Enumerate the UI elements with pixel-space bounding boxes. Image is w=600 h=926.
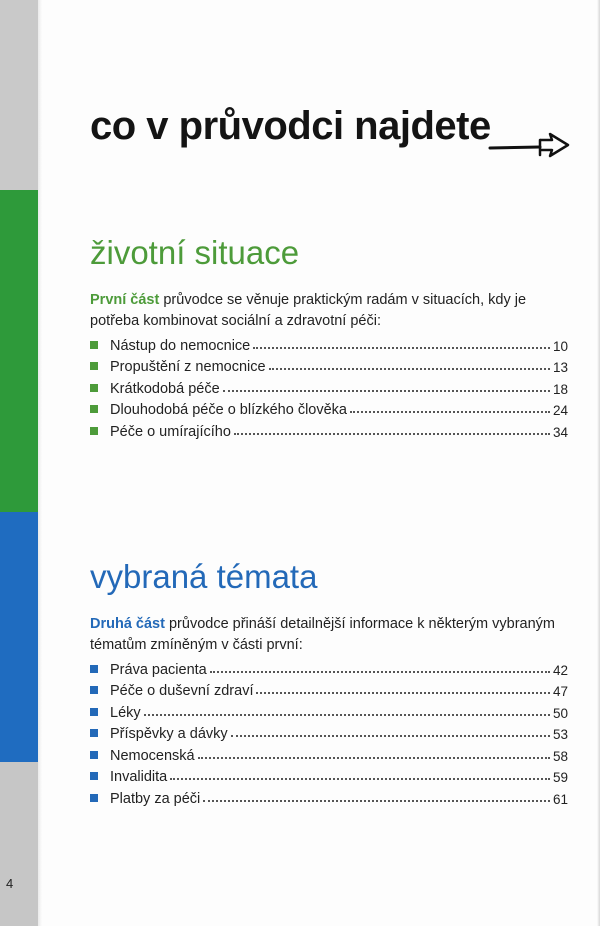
toc-item-page: 13 bbox=[552, 360, 568, 375]
toc-item-label: Léky bbox=[110, 704, 141, 721]
side-band-green bbox=[0, 190, 38, 512]
toc-item-label: Příspěvky a dávky bbox=[110, 726, 228, 742]
arrow-right-icon bbox=[488, 128, 570, 162]
dot-leader bbox=[269, 368, 550, 370]
square-bullet-icon bbox=[90, 686, 98, 694]
toc-item-label: Platby za péči bbox=[110, 790, 201, 807]
dot-leader bbox=[350, 411, 550, 413]
square-bullet-icon bbox=[90, 427, 98, 435]
toc-item-label: Dlouhodobá péče o blízkého člověka bbox=[110, 402, 347, 418]
page-number: 4 bbox=[6, 876, 14, 891]
section-heading-selected-topics: vybraná témata bbox=[90, 558, 318, 595]
toc-item[interactable] bbox=[90, 418, 568, 440]
toc-item-page: 61 bbox=[552, 791, 568, 807]
toc-item-page: 59 bbox=[552, 770, 568, 785]
section-intro-2 bbox=[90, 614, 560, 656]
toc-item-page: 24 bbox=[552, 403, 568, 418]
dot-leader bbox=[256, 692, 549, 694]
toc-item[interactable] bbox=[90, 678, 568, 700]
dot-leader bbox=[198, 757, 550, 759]
toc-item[interactable] bbox=[90, 785, 568, 807]
toc-item-page: 34 bbox=[552, 424, 568, 440]
toc-item[interactable] bbox=[90, 332, 568, 354]
toc-item[interactable] bbox=[90, 742, 568, 764]
toc-item-page: 58 bbox=[552, 748, 568, 764]
toc-item-label: Propuštění z nemocnice bbox=[110, 359, 266, 375]
toc-item-label: Nástup do nemocnice bbox=[110, 337, 251, 354]
toc-item-page: 42 bbox=[552, 662, 568, 678]
square-bullet-icon bbox=[90, 362, 98, 370]
square-bullet-icon bbox=[90, 751, 98, 759]
section-intro-1 bbox=[90, 290, 560, 332]
toc-item-page: 10 bbox=[552, 338, 568, 354]
band-shadow bbox=[38, 0, 42, 926]
dot-leader bbox=[231, 735, 550, 737]
toc-item-label: Nemocenská bbox=[110, 747, 195, 764]
side-band-blue bbox=[0, 512, 38, 762]
section-heading-life-situations: životní situace bbox=[90, 234, 300, 271]
square-bullet-icon bbox=[90, 794, 98, 802]
toc-item[interactable] bbox=[90, 656, 568, 678]
toc-item-label: Péče o umírajícího bbox=[110, 423, 231, 440]
square-bullet-icon bbox=[90, 665, 98, 673]
dot-leader bbox=[144, 714, 550, 716]
toc-item[interactable] bbox=[90, 397, 568, 419]
toc-item[interactable] bbox=[90, 699, 568, 721]
page-title: co v průvodci najdete bbox=[90, 104, 491, 148]
intro-text-1: průvodce se věnuje praktickým radám v situacích, kdy je potřeba kombinovat sociální a zdravotní péči: bbox=[90, 292, 527, 329]
toc-item-page: 53 bbox=[552, 727, 568, 742]
square-bullet-icon bbox=[90, 405, 98, 413]
square-bullet-icon bbox=[90, 384, 98, 392]
dot-leader bbox=[210, 671, 550, 673]
square-bullet-icon bbox=[90, 729, 98, 737]
intro-lead-2: Druhá část bbox=[90, 616, 165, 632]
square-bullet-icon bbox=[90, 708, 98, 716]
toc-item[interactable] bbox=[90, 721, 568, 743]
intro-text-2: průvodce přináší detailnější informace k některým vybraným tématům zmíněným v části první: bbox=[90, 616, 556, 653]
toc-item-page: 18 bbox=[552, 381, 568, 397]
dot-leader bbox=[170, 778, 550, 780]
toc-item[interactable] bbox=[90, 764, 568, 786]
toc-item-label: Invalidita bbox=[110, 769, 168, 785]
square-bullet-icon bbox=[90, 772, 98, 780]
toc-item-label: Krátkodobá péče bbox=[110, 380, 220, 397]
dot-leader bbox=[223, 390, 550, 392]
toc-item-label: Práva pacienta bbox=[110, 661, 207, 678]
toc-item-page: 47 bbox=[552, 684, 568, 699]
intro-lead-1: První část bbox=[90, 292, 160, 308]
toc-item-label: Péče o duševní zdraví bbox=[110, 683, 254, 699]
toc-item[interactable] bbox=[90, 354, 568, 376]
toc-list-1 bbox=[90, 332, 568, 440]
side-band-gray-top bbox=[0, 0, 38, 190]
dot-leader bbox=[234, 433, 550, 435]
toc-item-page: 50 bbox=[552, 705, 568, 721]
dot-leader bbox=[253, 347, 550, 349]
side-band-gray-bottom bbox=[0, 762, 38, 926]
toc-list-2 bbox=[90, 656, 568, 807]
dot-leader bbox=[203, 800, 550, 802]
square-bullet-icon bbox=[90, 341, 98, 349]
toc-item[interactable] bbox=[90, 375, 568, 397]
